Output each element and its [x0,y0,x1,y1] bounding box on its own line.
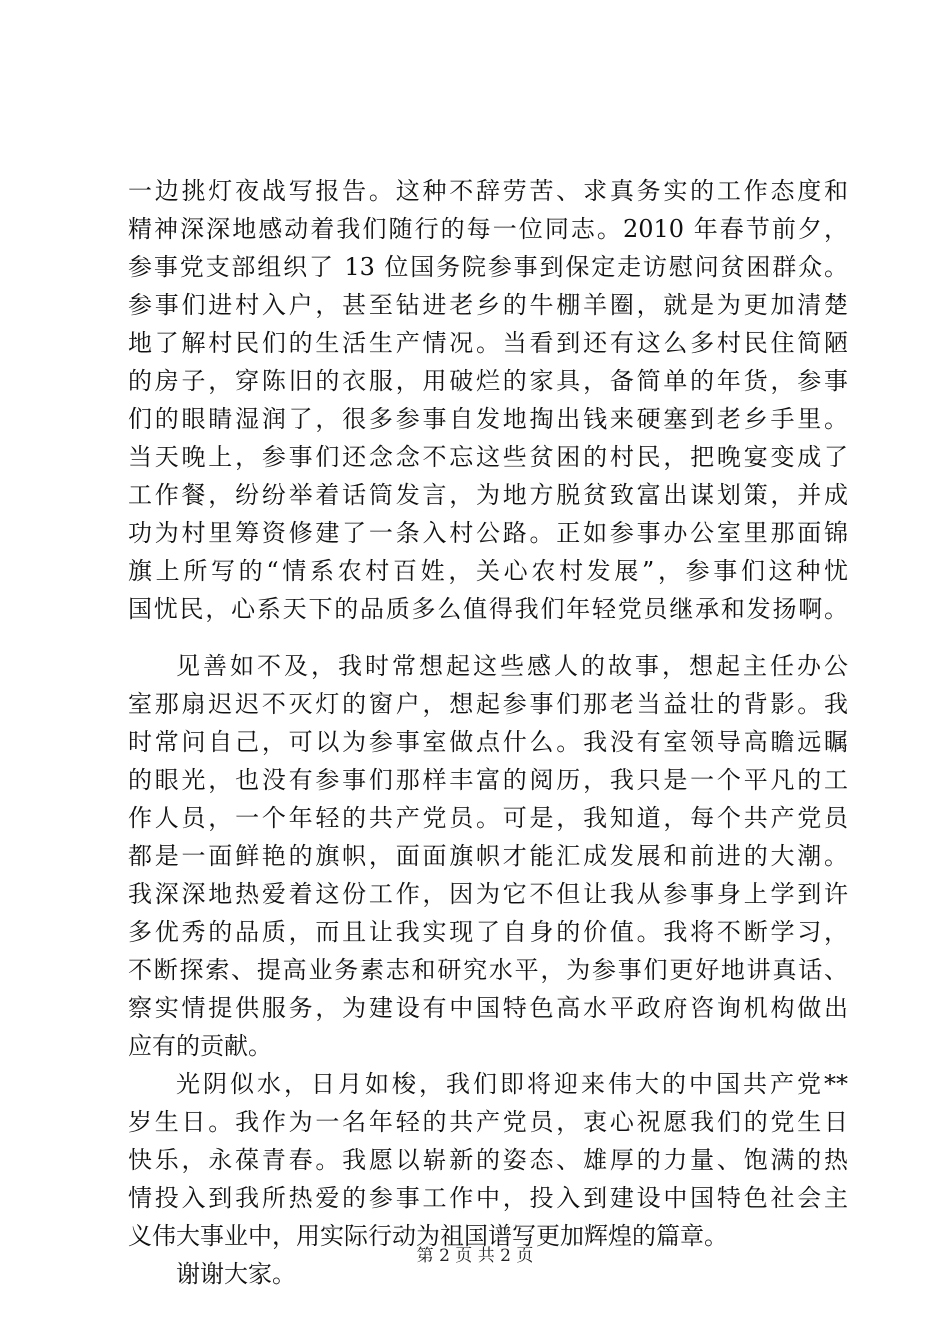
text-line: 参事党支部组织了 13 位国务院参事到保定走访慰问贫困群众。 [128,253,848,281]
text-line: 快乐，永葆青春。我愿以崭新的姿态、雄厚的力量、饱满的热 [128,1146,848,1174]
text-line: 当天晚上，参事们还念念不忘这些贫困的村民，把晚宴变成了 [128,443,848,471]
paragraph-2 [128,647,848,1065]
text-line: 岁生日。我作为一名年轻的共产党员，衷心祝愿我们的党生日 [128,1108,848,1136]
paragraph-spacer [128,628,848,647]
text-line: 精神深深地感动着我们随行的每一位同志。2010 年春节前夕， [128,215,848,243]
text-line: 参事们进村入户，甚至钻进老乡的牛棚羊圈，就是为更加清楚 [128,291,848,319]
text-line: 旗上所写的“情系农村百姓，关心农村发展”，参事们这种忧 [128,557,848,585]
text-line: 义伟大事业中，用实际行动为祖国谱写更加辉煌的篇章。 [128,1222,728,1250]
closing-line: 谢谢大家。 [176,1260,296,1288]
text-line: 情投入到我所热爱的参事工作中，投入到建设中国特色社会主 [128,1184,848,1212]
text-line: 光阴似水，日月如梭，我们即将迎来伟大的中国共产党** [176,1070,848,1098]
page-footer: 第 2 页 共 2 页 [416,1246,534,1266]
text-line: 室那扇迟迟不灭灯的窗户，想起参事们那老当益壮的背影。我 [128,690,848,718]
text-line: 的眼光，也没有参事们那样丰富的阅历，我只是一个平凡的工 [128,766,848,794]
text-line: 作人员，一个年轻的共产党员。可是，我知道，每个共产党员 [128,804,848,832]
text-line: 地了解村民们的生活生产情况。当看到还有这么多村民住简陋 [128,329,848,357]
document-body [128,172,848,1293]
text-line: 一边挑灯夜战写报告。这种不辞劳苦、求真务实的工作态度和 [128,177,848,205]
text-line: 见善如不及，我时常想起这些感人的故事，想起主任办公 [176,652,848,680]
text-line: 察实情提供服务，为建设有中国特色高水平政府咨询机构做出 [128,994,848,1022]
text-line: 国忧民，心系天下的品质多么值得我们年轻党员继承和发扬啊。 [128,595,848,623]
text-line: 时常问自己，可以为参事室做点什么。我没有室领导高瞻远瞩 [128,728,848,756]
paragraph-1 [128,172,848,628]
text-line: 应有的贡献。 [128,1032,272,1060]
text-line: 多优秀的品质，而且让我实现了自身的价值。我将不断学习， [128,918,848,946]
paragraph-3 [128,1065,848,1255]
text-line: 不断探索、提高业务素志和研究水平，为参事们更好地讲真话、 [128,956,848,984]
text-line: 功为村里筹资修建了一条入村公路。正如参事办公室里那面锦 [128,519,848,547]
text-line: 的房子，穿陈旧的衣服，用破烂的家具，备简单的年货，参事 [128,367,848,395]
text-line: 工作餐，纷纷举着话筒发言，为地方脱贫致富出谋划策，并成 [128,481,848,509]
text-line: 都是一面鲜艳的旗帜，面面旗帜才能汇成发展和前进的大潮。 [128,842,848,870]
text-line: 们的眼睛湿润了，很多参事自发地掏出钱来硬塞到老乡手里。 [128,405,848,433]
text-line: 我深深地热爱着这份工作，因为它不但让我从参事身上学到许 [128,880,848,908]
